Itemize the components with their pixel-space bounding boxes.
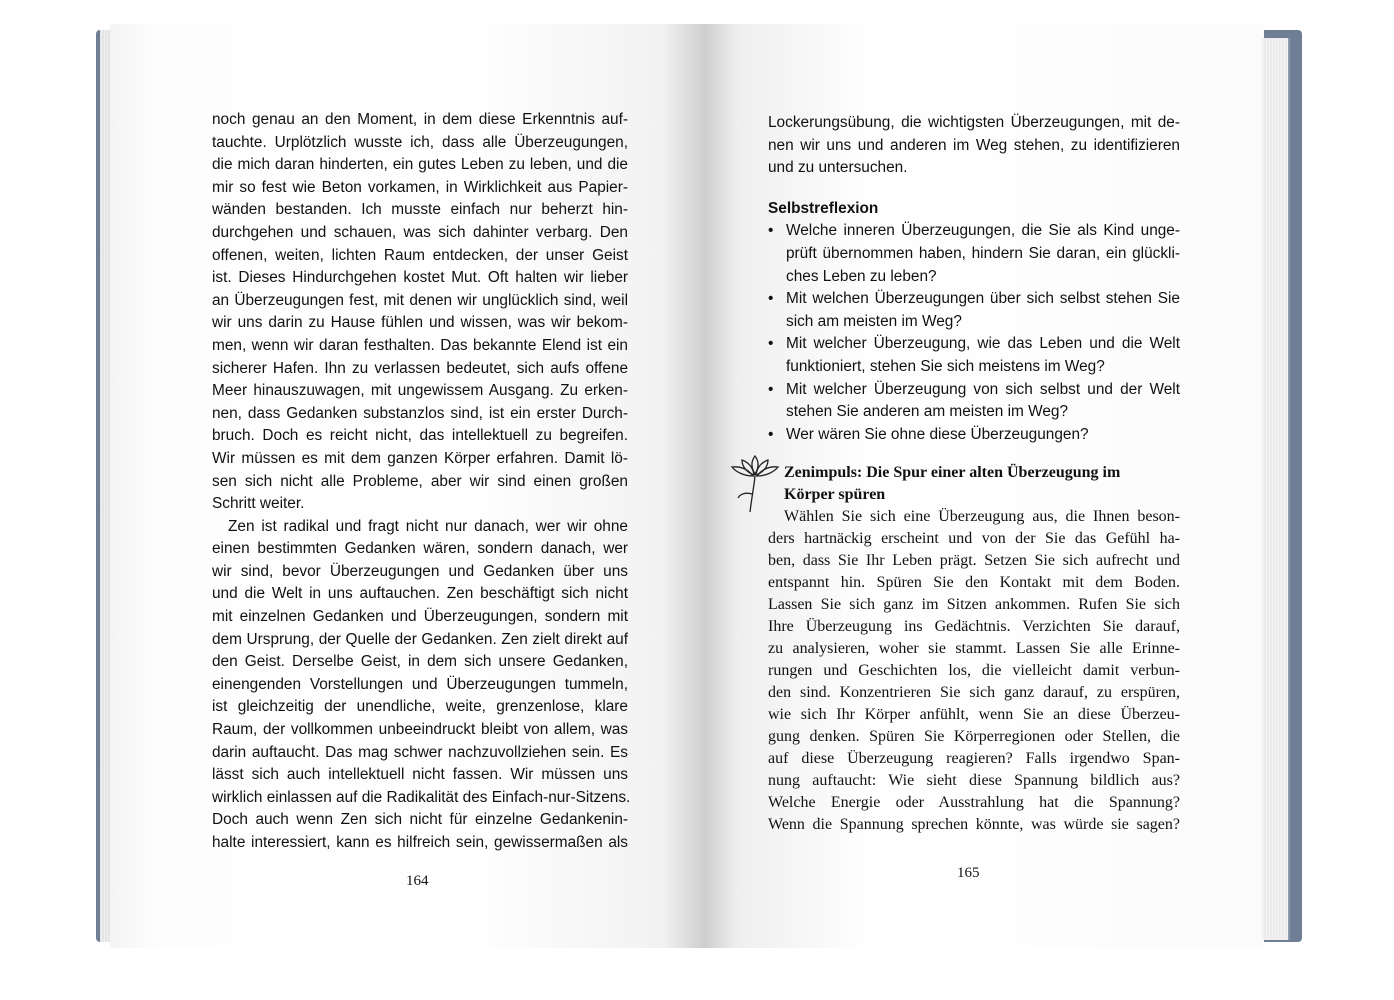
- section-heading: Selbstreflexion: [768, 199, 879, 217]
- text-line: nen, dass Gedanken substanzlos sind, ist ein erster Durch-: [212, 404, 628, 422]
- text-line: Wählen Sie sich eine Überzeugung aus, die Ihnen beson-: [784, 508, 1180, 525]
- text-line: die mich daran hinderten, ein gutes Leben zu leben, und die: [212, 156, 628, 174]
- text-line: nen wir uns und anderen im Weg stehen, zu identifizieren: [768, 136, 1180, 154]
- text-line: einengenden Vorstellungen und Überzeugungen tummeln,: [212, 675, 628, 693]
- text-line: sen sich nicht alle Probleme, aber wir sind einen großen: [212, 472, 628, 490]
- text-line: prüft übernommen haben, hindern Sie daran, ein glückli-: [786, 244, 1180, 262]
- right-page-stack: [1262, 38, 1290, 940]
- text-line: offenen, weiten, lichten Raum entdecken, der unser Geist: [212, 246, 628, 264]
- text-line: den sind. Konzentrieren Sie sich ganz darauf, zu erspüren,: [768, 684, 1180, 701]
- text-line: mit einzelnen Gedanken und Überzeugungen, sondern mit: [212, 608, 628, 626]
- left-body-text: [212, 109, 631, 855]
- text-line: zu analysieren, woher sie stammt. Lassen Sie alle Erinne-: [768, 640, 1180, 657]
- left-page: [110, 24, 704, 948]
- list-item: [768, 220, 1180, 288]
- text-line: Meer hinauszuwagen, mit ungewissem Ausgang. Zu erken-: [212, 382, 628, 400]
- text-line: an Überzeugungen fest, mit denen wir unglücklich sind, weil: [212, 291, 628, 309]
- text-line: Lassen Sie sich ganz im Sitzen ankommen. Rufen Sie sich: [768, 596, 1180, 613]
- zen-impulse-section: [768, 462, 1180, 836]
- text-line: Mit welchen Überzeugungen über sich selbst stehen Sie: [786, 290, 1180, 308]
- list-item: [768, 424, 1180, 447]
- text-line: Welche Energie oder Ausstrahlung hat die Spannung?: [768, 794, 1180, 811]
- text-line: und zu untersuchen.: [768, 159, 908, 177]
- text-line: Welche inneren Überzeugungen, die Sie als Kind unge-: [786, 222, 1180, 240]
- text-line: noch genau an den Moment, in dem diese Erkenntnis auf-: [212, 111, 628, 128]
- text-line: stehen Sie anderen am meisten im Weg?: [786, 403, 1069, 421]
- text-line: rungen und Geschichten los, die vielleicht damit verbun-: [768, 662, 1180, 679]
- right-page: [704, 24, 1264, 948]
- bullet-icon: •: [768, 380, 774, 398]
- text-line: dem Ursprung, der Quelle der Gedanken. Zen zielt direkt auf: [212, 630, 628, 648]
- text-line: darin auftaucht. Das mag schwer nachzuvollziehen sein. Es: [212, 743, 628, 761]
- text-line: tauchte. Urplötzlich wusste ich, dass alle Überzeugungen,: [212, 133, 628, 151]
- paragraph-2: [212, 516, 631, 855]
- page-number-left: 164: [406, 873, 429, 889]
- text-line: wir uns darin zu Hause fühlen und wissen, was wir bekom-: [212, 314, 628, 332]
- paragraph-1: [212, 109, 628, 516]
- page-number-right: 165: [957, 865, 980, 881]
- text-line: durchgehen und schauen, was sich dahinter verbarg. Den: [212, 223, 628, 241]
- text-line: men, wenn wir daran festhalten. Das bekannte Elend ist ein: [212, 336, 628, 354]
- list-item: [768, 333, 1180, 378]
- text-line: wänden bestanden. Ich musste einfach nur beherzt hin-: [212, 201, 628, 219]
- text-line: Wer wären Sie ohne diese Überzeugungen?: [786, 425, 1089, 443]
- text-line: sich am meisten im Weg?: [786, 312, 962, 330]
- text-line: ders hartnäckig erscheint und von der Sie das Gefühl ha-: [768, 530, 1180, 547]
- text-line: auf diese Überzeugung reagieren? Falls irgendwo Span-: [768, 750, 1180, 767]
- text-line: wir sind, bevor Überzeugungen und Gedanken über uns: [212, 562, 628, 580]
- list-item: [768, 288, 1180, 333]
- text-line: Wenn die Spannung sprechen könnte, was würde sie sagen?: [768, 816, 1180, 833]
- bullet-icon: •: [768, 222, 774, 240]
- zen-impulse-title: [768, 462, 1180, 506]
- intro-paragraph: [768, 112, 1180, 180]
- text-line: gung denken. Spüren Sie Körperregionen oder Stellen, die: [768, 728, 1180, 745]
- text-line: mir so fest wie Beton vorkamen, in Wirklichkeit aus Papier-: [212, 178, 628, 196]
- text-line: ches Leben zu leben?: [786, 267, 937, 285]
- text-line: Doch auch wenn Zen sich nicht für einzelne Gedankenin-: [212, 811, 628, 829]
- text-line: bruch. Doch es reicht nicht, das intellektuell zu begreifen.: [212, 427, 628, 445]
- list-item: [768, 379, 1180, 424]
- bullet-icon: •: [768, 335, 774, 353]
- text-line: halte interessiert, kann es hilfreich sein, gewissermaßen als: [212, 834, 628, 851]
- text-line: Mit welcher Überzeugung, wie das Leben und die Welt: [786, 335, 1180, 353]
- text-line: Körper spüren: [784, 486, 886, 503]
- bullet-icon: •: [768, 290, 774, 308]
- text-line: nung auftaucht: Wie sieht diese Spannung bildlich aus?: [768, 772, 1180, 789]
- text-line: Wir müssen es mit dem ganzen Körper erfahren. Damit lö-: [212, 449, 628, 467]
- text-line: ben, dass Sie Ihr Leben prägt. Setzen Sie sich aufrecht und: [768, 552, 1180, 569]
- text-line: Ihre Überzeugung ins Gedächtnis. Verzichten Sie darauf,: [768, 618, 1180, 635]
- text-line: funktioniert, stehen Sie sich meistens im Weg?: [786, 357, 1105, 375]
- text-line: Zen ist radikal und fragt nicht nur danach, wer wir ohne: [228, 517, 628, 535]
- zen-impulse-body: [768, 506, 1180, 836]
- text-line: Zenimpuls: Die Spur einer alten Überzeugung im: [784, 464, 1121, 481]
- right-body-text: [768, 112, 1180, 446]
- text-line: lässt sich auch intellektuell nicht fassen. Wir müssen uns: [212, 766, 628, 784]
- text-line: ist gleichzeitig der unendliche, weite, grenzenlose, klare: [212, 698, 628, 716]
- text-line: den Geist. Derselbe Geist, in dem sich unsere Gedanken,: [212, 653, 628, 671]
- text-line: Raum, der vollkommen unbeeindruckt bleibt von allem, was: [212, 721, 628, 739]
- text-line: Mit welcher Überzeugung von sich selbst und der Welt: [786, 380, 1180, 398]
- text-line: sicherer Hafen. Ihn zu verlassen bedeutet, sich aufs offene: [212, 359, 628, 377]
- text-line: Lockerungsübung, die wichtigsten Überzeugungen, mit de-: [768, 114, 1180, 131]
- text-line: entspannt hin. Spüren Sie den Kontakt mit dem Boden.: [768, 574, 1180, 591]
- text-line: und die Welt in uns auftauchen. Zen beschäftigt sich nicht: [212, 585, 628, 603]
- text-line: ist. Dieses Hindurchgehen kostet Mut. Oft halten wir lieber: [212, 269, 628, 287]
- bullet-icon: •: [768, 425, 774, 443]
- text-line: wirklich einlassen auf die Radikalität des Einfach-nur-Sitzens.: [212, 788, 631, 806]
- question-list: [768, 220, 1180, 446]
- text-line: einen bestimmten Gedanken wären, sondern danach, wer: [212, 540, 628, 558]
- text-line: Schritt weiter.: [212, 495, 305, 513]
- text-line: wie sich Ihr Körper anfühlt, wenn Sie an diese Überzeu-: [768, 706, 1180, 723]
